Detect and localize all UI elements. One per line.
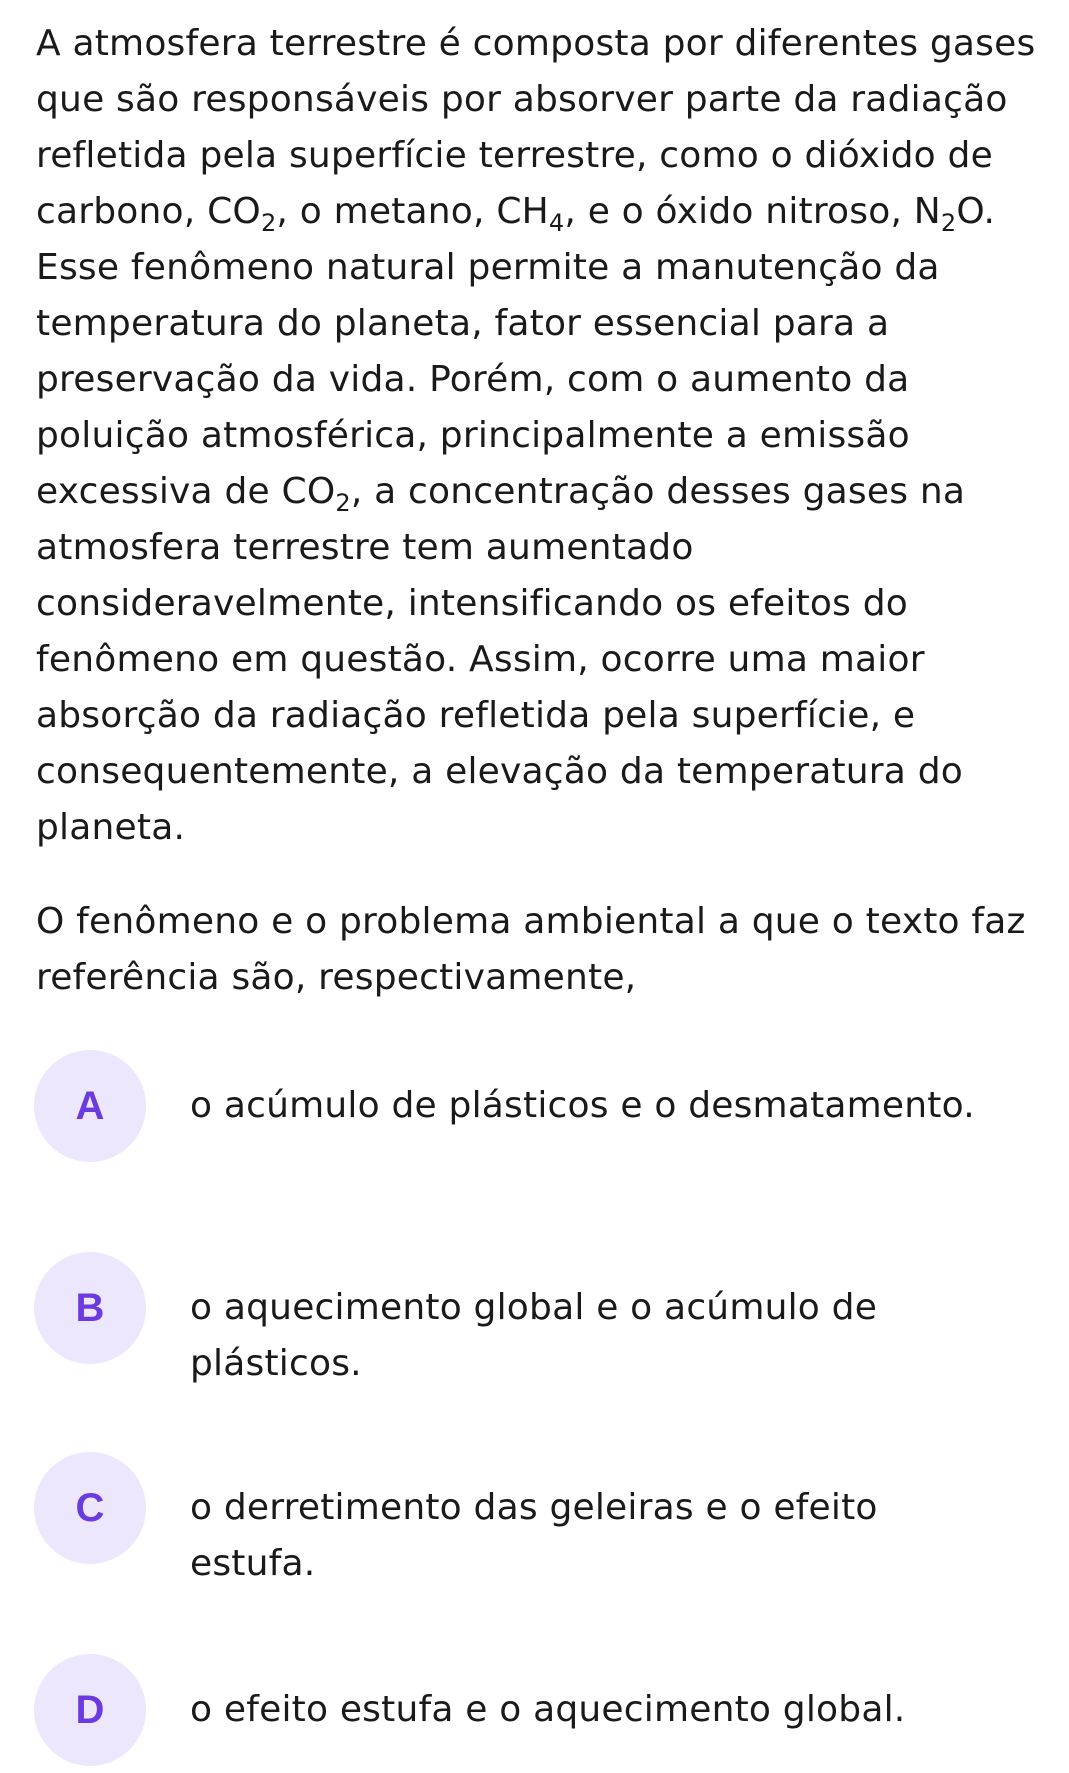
formula-ch4: CH bbox=[496, 191, 549, 232]
option-letter: A bbox=[75, 1083, 105, 1128]
formula-co2: CO bbox=[281, 471, 336, 512]
option-text: o derretimento das geleiras e o efeito estufa. bbox=[190, 1487, 878, 1584]
subscript-2: 2 bbox=[260, 209, 277, 238]
option-b[interactable] bbox=[34, 1252, 1044, 1392]
option-letter: D bbox=[75, 1687, 105, 1732]
passage-part-3: , e o óxido nitroso, bbox=[564, 191, 914, 232]
option-d[interactable] bbox=[34, 1654, 1044, 1766]
option-letter: B bbox=[75, 1285, 105, 1330]
formula-n2o-n: N bbox=[913, 191, 941, 232]
passage-part-5: , a concentração desses gases na atmosfera terrestre tem aumentado consideravelmente, intensificando os efeitos do fenômeno em questão. Assim, ocorre uma maior absorção da radiação refletida pela superfície, e consequentemente, a elevação da temperatura do planeta. bbox=[36, 471, 966, 848]
option-a-badge[interactable] bbox=[34, 1050, 146, 1162]
option-b-badge[interactable] bbox=[34, 1252, 146, 1364]
option-text: o acúmulo de plásticos e o desmatamento. bbox=[190, 1085, 975, 1126]
question-prompt: O fenômeno e o problema ambiental a que o texto faz referência são, respectivamente, bbox=[36, 901, 1026, 998]
option-d-badge[interactable] bbox=[34, 1654, 146, 1766]
formula-co2: CO bbox=[207, 191, 261, 232]
option-letter: C bbox=[75, 1485, 105, 1530]
question-content bbox=[36, 16, 1046, 1006]
option-text: o efeito estufa e o aquecimento global. bbox=[190, 1689, 906, 1730]
passage-part-4: . Esse fenômeno natural permite a manutenção da temperatura do planeta, fator essencial para a preservação da vida. Porém, com o aumento da poluição atmosférica, principalmente a emissão excessiva de bbox=[36, 191, 996, 512]
subscript-4: 4 bbox=[548, 209, 565, 238]
option-text: o aquecimento global e o acúmulo de plásticos. bbox=[190, 1287, 878, 1384]
subscript-2: 2 bbox=[940, 209, 957, 238]
passage-text bbox=[36, 16, 1046, 856]
passage-part-1: A atmosfera terrestre é composta por diferentes gases que são responsáveis por absorver parte da radiação refletida pela superfície terrestre, como o dióxido de carbono, bbox=[36, 23, 1036, 232]
formula-n2o-o: O bbox=[956, 191, 984, 232]
subscript-2: 2 bbox=[335, 489, 351, 518]
option-a[interactable] bbox=[34, 1050, 1044, 1162]
passage-part-2: , o metano, bbox=[276, 191, 497, 232]
option-c[interactable] bbox=[34, 1452, 1044, 1592]
option-c-badge[interactable] bbox=[34, 1452, 146, 1564]
